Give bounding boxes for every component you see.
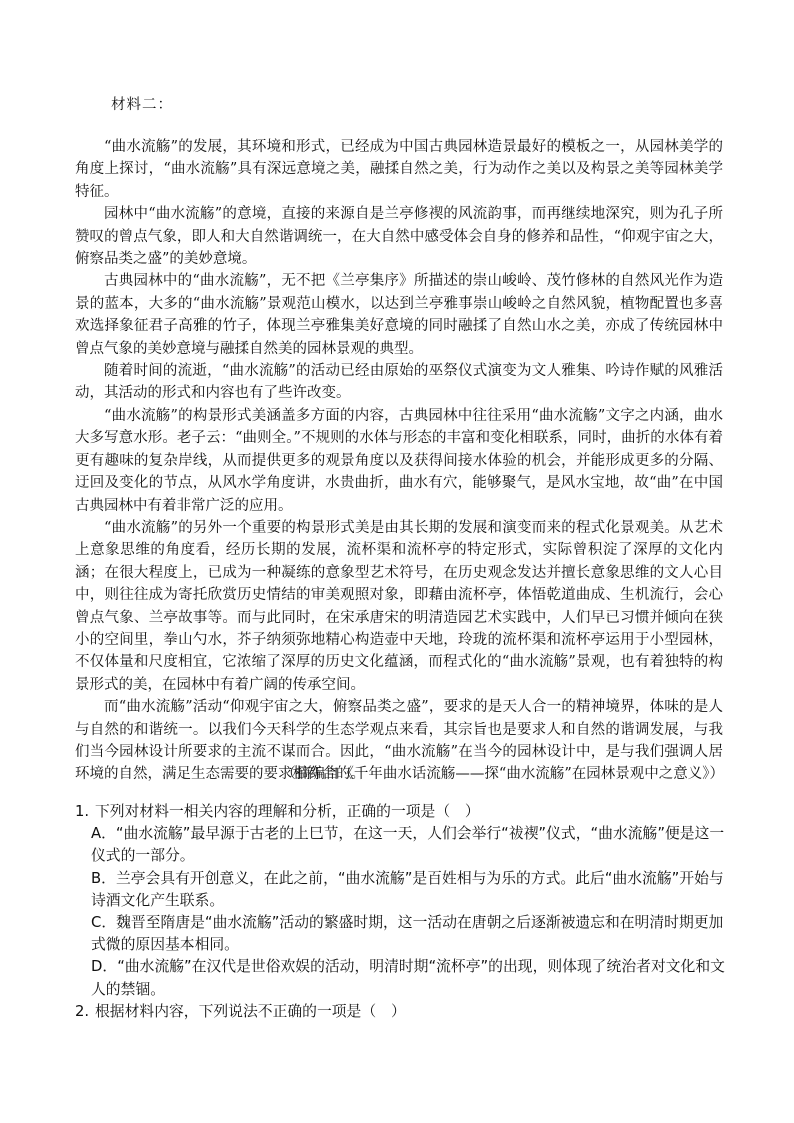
question-stem <box>75 801 725 823</box>
question-number: 1. <box>75 803 90 820</box>
paragraph: 古典园林中的“曲水流觞”，无不把《兰亭集序》所描述的崇山峻岭、茂竹修林的自然风光作为造景的蓝本，大多的“曲水流觞”景观范山模水，以达到兰亭雅事崇山峻岭之自然风貌，植物配置也多喜欢选择象征君子高雅的竹子，体现兰亭雅集美好意境的同时融揉了自然山水之美，亦成了传统园林中曾点气象的美妙意境与融揉自然美的园林景观的典型。 <box>75 273 723 357</box>
answer-option-c: C．魏晋至隋唐是“曲水流觞”活动的繁盛时期，这一活动在唐朝之后逐渐被遗忘和在明清时期更加式微的原因基本相同。 <box>91 914 724 954</box>
paragraph: “曲水流觞”的发展，其环境和形式，已经成为中国古典园林造景最好的模板之一，从园林美学的角度上探讨，“曲水流觞”具有深远意境之美，融揉自然之美，行为动作之美以及构景之美等园林美学特征。 <box>75 139 723 200</box>
paragraph: 而“曲水流觞”活动“仰观宇宙之大，俯察品类之盛”，要求的是天人合一的精神境界，体味的是人与自然的和谐统一。以我们今天科学的生态学观点来看，其宗旨也是要求人和自然的谐调发展，与我们当今园林设计所要求的主流不谋而合。因此，“曲水流觞”在当今的园林设计中，是与我们强调人居环境的自然，满足生态需要的要求相符合的。 <box>75 699 723 783</box>
question-list <box>75 801 725 1023</box>
material-heading: 材料二： <box>111 97 173 113</box>
paragraph: 园林中“曲水流觞”的意境，直接的来源自是兰亭修禊的风流韵事，而再继续地深究，则为孔子所赞叹的曾点气象，即人和大自然谐调统一，在大自然中感受体会自身的修养和品性，“仰观宇宙之大，俯察品类之盛”的美妙意境。 <box>75 206 723 268</box>
answer-option-d: D．“曲水流觞”在汉代是世俗欢娱的活动，明清时期“流杯亭”的出现，则体现了统治者对文化和文人的禁锢。 <box>91 958 725 998</box>
source-citation: （摘编自《千年曲水话流觞——探“曲水流觞”在园林景观中之意义》） <box>281 766 724 782</box>
paragraph: 随着时间的流逝，“曲水流觞”的活动已经由原始的巫祭仪式演变为文人雅集、吟诗作赋的风雅活动，其活动的形式和内容也有了些许改变。 <box>75 363 723 402</box>
question-text: 下列对材料一相关内容的理解和分析，正确的一项是（ ） <box>95 803 480 820</box>
question-stem <box>75 1001 725 1023</box>
question-text: 根据材料内容，下列说法不正确的一项是（ ） <box>95 1002 406 1020</box>
paragraph: “曲水流觞”的另外一个重要的构景形式美是由其长期的发展和演变而来的程式化景观美。从艺术上意象思维的角度看，经历长期的发展，流杯渠和流杯亭的特定形式，实际曾积淀了深厚的文化内涵；在很大程度上，已成为一种凝练的意象型艺术符号，在历史观念发达并擅长意象思维的文人心目中，则往往成为寄托欣赏历史情结的审美观照对象，即藉由流杯亭，体悟乾道曲成、生机流行，会心曾点气象、兰亭故事等。而与此同时，在宋承唐宋的明清造园艺术实践中，人们早已习惯并倾向在狭小的空间里，拳山勺水，芥子纳须弥地精心构造壶中天地，玲珑的流杯渠和流杯亭运用于小型园林，不仅体量和尺度相宜，它浓缩了深厚的历史文化蕴涵，而程式化的“曲水流觞”景观，也有着独特的构景形式的美，在园林中有着广阔的传承空间。 <box>75 519 723 693</box>
answer-option-a: A．“曲水流觞”最早源于古老的上巳节，在这一天，人们会举行“祓禊”仪式，“曲水流觞”便是这一仪式的一部分。 <box>91 825 725 865</box>
answer-option-b: B．兰亭会具有开创意义，在此之前，“曲水流觞”是百姓相与为乐的方式。此后“曲水流觞”开始与诗酒文化产生联系。 <box>91 869 724 909</box>
question-item <box>75 1001 725 1023</box>
question-item <box>75 801 725 1001</box>
question-number: 2. <box>75 1002 90 1020</box>
paragraph: “曲水流觞”的构景形式美涵盖多方面的内容，古典园林中往往采用“曲水流觞”文字之内涵，曲水大多写意水形。老子云：“曲则全。”不规则的水体与形态的丰富和变化相联系，同时，曲折的水体有着更有趣味的复杂岸线，从而提供更多的观景角度以及获得间接水体验的机会，并能形成更多的分隔、迂回及变化的节点，从风水学角度讲，水贵曲折，曲水有穴，能够聚气，是风水宝地，故“曲”在中国古典园林中有着非常广泛的应用。 <box>75 407 723 514</box>
passage-body <box>75 136 723 786</box>
